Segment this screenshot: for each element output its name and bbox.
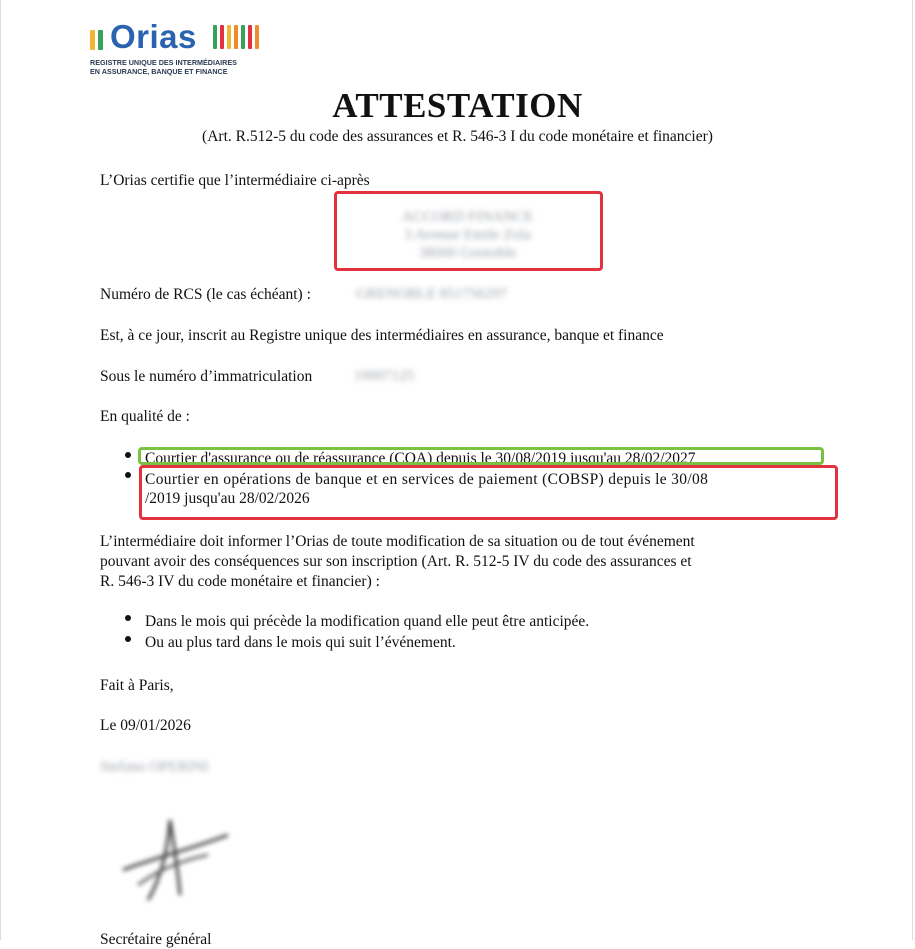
- logo-wordmark: Orias: [110, 18, 197, 55]
- logo-bar-5: [241, 25, 245, 49]
- highlight-intermediary: [334, 191, 603, 271]
- obligation-line1: L’intermédiaire doit informer l’Orias de toute modification de sa situation ou de tout événement: [100, 533, 695, 550]
- qualite-label: En qualité de :: [100, 408, 190, 425]
- bullet: [125, 472, 131, 478]
- signatory-name: Stefano OPERINI: [100, 759, 209, 775]
- intermediary-address: 3 Avenue Emile Zola: [404, 227, 531, 243]
- immat-value: 19007125: [354, 368, 414, 384]
- logo-bar-6: [248, 25, 252, 49]
- logo-bar-green: [98, 30, 103, 50]
- obligation-line2: pouvant avoir des conséquences sur son inscription (Art. R. 512-5 IV du code des assurances et: [100, 553, 692, 570]
- logo-tagline-line1: REGISTRE UNIQUE DES INTERMÉDIAIRES: [90, 58, 237, 67]
- logo-tagline-line2: EN ASSURANCE, BANQUE ET FINANCE: [90, 66, 228, 76]
- logo-bar-7: [255, 25, 259, 49]
- document-title: ATTESTATION: [332, 86, 583, 125]
- bullet: [125, 615, 131, 621]
- intermediary-city: 38000 Grenoble: [418, 245, 517, 261]
- bullet: [125, 636, 131, 642]
- logo-bar-3: [227, 25, 231, 49]
- category-cobsp-line1: Courtier en opérations de banque et en services de paiement (COBSP) depuis le 30/08: [145, 471, 709, 488]
- category-coa: Courtier d'assurance ou de réassurance (COA) depuis le 30/08/2019 jusqu'au 28/02/2027: [145, 450, 696, 467]
- obligation-line3: R. 546-3 IV du code monétaire et financier) :: [100, 573, 380, 590]
- logo-bar-4: [234, 25, 238, 49]
- rcs-value: GRENOBLE 851756297: [356, 286, 508, 302]
- place: Fait à Paris,: [100, 677, 174, 694]
- signatory-title: Secrétaire général: [100, 931, 212, 948]
- logo-bar-yellow: [90, 30, 95, 50]
- orias-logo: [90, 18, 280, 82]
- logo-bar-2: [220, 25, 224, 49]
- deadline-after: Ou au plus tard dans le mois qui suit l’événement.: [145, 634, 456, 651]
- document-subtitle: (Art. R.512-5 du code des assurances et R. 546-3 I du code monétaire et financier): [202, 128, 713, 145]
- registered-line: Est, à ce jour, inscrit au Registre unique des intermédiaires en assurance, banque et finance: [100, 327, 664, 344]
- immat-label: Sous le numéro d’immatriculation: [100, 368, 313, 385]
- category-cobsp-line2: /2019 jusqu'au 28/02/2026: [145, 490, 310, 507]
- rcs-label: Numéro de RCS (le cas échéant) :: [100, 286, 311, 303]
- logo-tagline: [90, 59, 290, 76]
- highlight-cobsp: [139, 465, 838, 520]
- highlight-coa: [138, 447, 824, 465]
- intermediary-name: ACCORD FINANCE: [401, 209, 534, 225]
- signature-image: [108, 815, 238, 905]
- bullet: [125, 452, 131, 458]
- deadline-before: Dans le mois qui précède la modification quand elle peut être anticipée.: [145, 613, 590, 630]
- certify-line: L’Orias certifie que l’intermédiaire ci-après: [100, 172, 370, 189]
- logo-bar-1: [213, 25, 217, 49]
- date: Le 09/01/2026: [100, 717, 191, 734]
